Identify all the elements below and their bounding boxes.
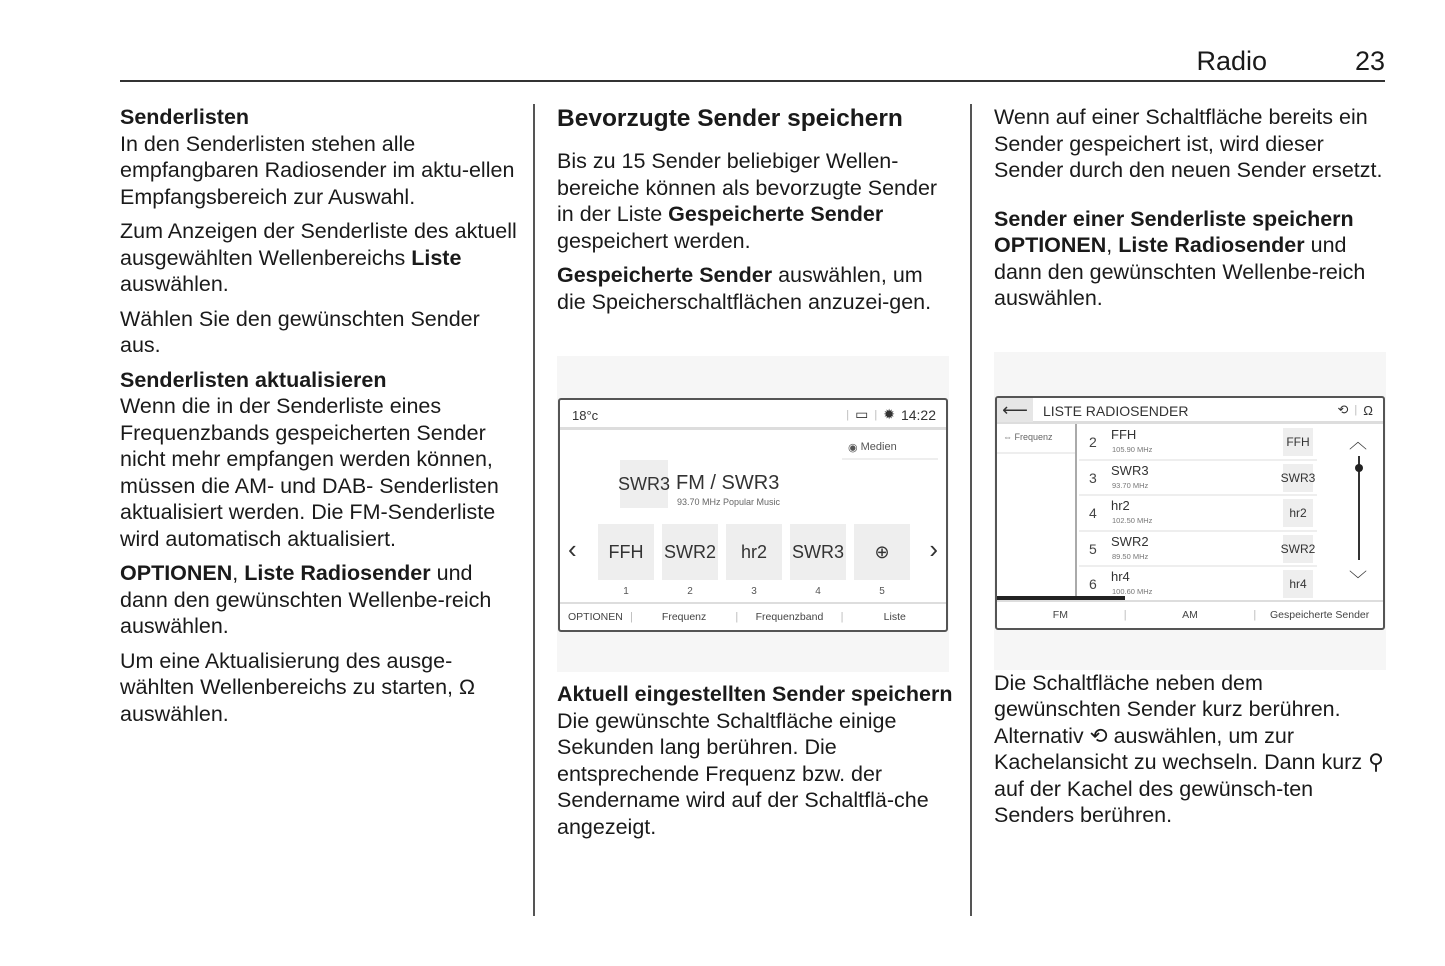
- tab-frequenzband[interactable]: Frequenzband: [755, 611, 824, 623]
- paragraph: Die gewünschte Schaltfläche einige Sekunden lang berühren. Die entsprechende Frequenz bzw. der Sendername wird auf der Schaltflä-che angezeigt.: [557, 708, 929, 839]
- paragraph: [994, 232, 1394, 312]
- infotainment-screen-station-list: [995, 396, 1385, 630]
- ui-term-gespeicherte-sender: Gespeicherte Sender: [557, 263, 773, 287]
- text: ,: [232, 561, 245, 585]
- refresh-icon: Ω: [459, 675, 476, 699]
- paragraph: [557, 262, 957, 315]
- preset-number: 4: [815, 586, 821, 597]
- page-header: [120, 44, 1385, 82]
- media-icon: ◉: [848, 441, 858, 454]
- text: auswählen, um zur Kachelansicht zu wechseln. Dann kurz: [994, 723, 1369, 774]
- save-favorite-button[interactable]: hr2: [1283, 499, 1313, 527]
- sort-icon: ⇔: [1003, 432, 1012, 442]
- station-name: SWR2: [1111, 533, 1149, 549]
- current-station-tile[interactable]: SWR3: [620, 460, 668, 508]
- preset-4[interactable]: [790, 524, 846, 597]
- sort-pane: [997, 424, 1077, 596]
- medien-label: Medien: [860, 441, 897, 453]
- separator: |: [874, 408, 878, 421]
- heading-sender-liste-speichern: Sender einer Senderliste speichern: [994, 206, 1354, 231]
- station-name: hr4: [1111, 569, 1130, 584]
- column-1: [120, 104, 520, 735]
- ui-term-liste: Liste: [411, 245, 462, 270]
- ui-term-optionen: OPTIONEN: [994, 233, 1107, 257]
- heading-bevorzugte-sender: Bevorzugte Sender speichern: [557, 105, 903, 132]
- preset-1[interactable]: [598, 524, 654, 597]
- next-arrow-icon[interactable]: ›: [929, 534, 938, 564]
- screen-title: LISTE RADIOSENDER: [1043, 403, 1189, 419]
- separator: |: [1253, 609, 1257, 621]
- station-name: FFH: [1111, 427, 1137, 442]
- text: gespeichert werden.: [557, 228, 751, 253]
- preset-label: SWR3: [790, 524, 846, 580]
- station-row[interactable]: [1079, 461, 1317, 497]
- station-frequency: 93.70 MHz: [1112, 480, 1149, 490]
- station-frequency: 102.50 MHz: [1112, 516, 1153, 525]
- tile-view-icon[interactable]: ⟲: [1337, 402, 1349, 417]
- chevron-down-icon[interactable]: ﹀: [1349, 570, 1367, 590]
- tab-am[interactable]: AM: [1182, 609, 1198, 621]
- row-index: 2: [1089, 434, 1097, 450]
- save-favorite-button[interactable]: hr4: [1283, 570, 1313, 598]
- paragraph: [994, 670, 1394, 829]
- paragraph: [120, 218, 520, 298]
- current-station-title: FM / SWR3: [676, 472, 780, 494]
- favorite-icon: ⚲: [1368, 750, 1384, 774]
- paragraph: [120, 648, 520, 728]
- preset-2[interactable]: [662, 524, 718, 597]
- text: auf der Kachel des gewünsch-ten Senders berühren.: [994, 776, 1314, 827]
- sort-frequenz-button[interactable]: [997, 424, 1075, 454]
- row-index: 4: [1089, 505, 1097, 521]
- station-name: SWR3: [1111, 462, 1149, 478]
- save-favorite-button[interactable]: SWR2: [1283, 535, 1313, 563]
- station-row[interactable]: [1079, 532, 1317, 568]
- ui-term-liste-radiosender: Liste Radiosender: [1118, 233, 1305, 257]
- ui-term-optionen: OPTIONEN: [120, 561, 233, 585]
- text: auswählen.: [120, 701, 229, 726]
- separator: |: [735, 611, 739, 623]
- tab-frequenz[interactable]: Frequenz: [661, 611, 707, 623]
- settings-icon[interactable]: ✹: [883, 406, 895, 422]
- refresh-icon[interactable]: Ω: [1363, 402, 1373, 418]
- heading-aktuell-speichern: Aktuell eingestellten Sender speichern: [557, 682, 953, 706]
- tab-optionen[interactable]: OPTIONEN: [568, 611, 623, 623]
- station-frequency: 105.90 MHz: [1112, 445, 1153, 454]
- paragraph: [557, 148, 957, 254]
- text: und dann den gewünschten Wellenbe-reich auswählen.: [120, 561, 492, 638]
- preset-number: 2: [687, 586, 693, 597]
- row-index: 6: [1089, 576, 1097, 592]
- separator: |: [630, 611, 633, 623]
- message-icon[interactable]: ▭: [855, 406, 869, 422]
- text: und dann den gewünschten Wellenbe-reich auswählen.: [994, 233, 1366, 310]
- station-list: [1079, 425, 1317, 603]
- tile-view-icon: ⟲: [1089, 723, 1108, 748]
- text: Die Schaltfläche neben dem gewünschten Sender kurz berühren. Alternativ: [994, 670, 1341, 748]
- preset-number: 5: [879, 586, 885, 597]
- preset-number: 3: [751, 586, 757, 597]
- temperature: 18°c: [572, 408, 599, 423]
- text: Um eine Aktualisierung des ausge-wählten Wellenbereichs zu starten,: [120, 648, 460, 699]
- column-divider: [533, 104, 535, 916]
- save-favorite-button[interactable]: FFH: [1283, 428, 1313, 456]
- save-favorite-button[interactable]: SWR3: [1283, 464, 1313, 492]
- status-right: [846, 406, 936, 423]
- tab-liste[interactable]: Liste: [883, 611, 906, 623]
- preset-label: hr2: [726, 524, 782, 580]
- preset-label: FFH: [598, 524, 654, 580]
- text: Bis zu 15 Sender beliebiger Wellen-bereiche können als bevorzugte Sender in der Liste: [557, 149, 938, 226]
- separator: |: [840, 611, 844, 623]
- ui-term-gespeicherte-sender: Gespeicherte Sender: [668, 202, 884, 226]
- title-bar: [997, 398, 1383, 424]
- station-frequency: 100.60 MHz: [1112, 587, 1153, 596]
- sort-label: Frequenz: [1014, 432, 1053, 442]
- station-frequency: 89.50 MHz: [1112, 551, 1149, 561]
- heading-senderlisten-aktualisieren: Senderlisten aktualisieren: [120, 367, 387, 392]
- text: auswählen.: [120, 272, 229, 296]
- text: auswählen, um die Speicherschaltflächen anzuzei-gen.: [557, 263, 932, 314]
- paragraph: Wählen Sie den gewünschten Sender aus.: [120, 306, 480, 357]
- previous-arrow-icon[interactable]: ‹: [568, 534, 577, 564]
- station-row[interactable]: [1079, 496, 1317, 532]
- add-icon: ⊕: [854, 524, 910, 580]
- row-index: 3: [1089, 469, 1097, 486]
- tab-gespeicherte-sender[interactable]: Gespeicherte Sender: [1270, 609, 1370, 621]
- separator: |: [846, 408, 850, 421]
- clock: 14:22: [900, 406, 936, 423]
- medien-button[interactable]: [842, 436, 938, 460]
- scroll-thumb[interactable]: [1355, 464, 1363, 472]
- preset-label: SWR2: [662, 524, 718, 580]
- column-divider: [970, 104, 972, 916]
- station-row[interactable]: [1079, 425, 1317, 461]
- scrollbar[interactable]: [1341, 428, 1377, 592]
- preset-5-add[interactable]: [854, 524, 910, 597]
- ui-term-liste-radiosender: Liste Radiosender: [244, 561, 431, 585]
- tab-fm[interactable]: FM: [1052, 609, 1068, 621]
- station-name: hr2: [1111, 498, 1130, 513]
- paragraph: [120, 560, 520, 640]
- paragraph: Wenn die in der Senderliste eines Frequenzbands gespeicherten Sender nicht mehr empfangen werden können, müssen die AM- und DAB- Senderlisten aktualisiert werden. Die FM-Senderliste wird automatisch aktualisiert.: [120, 394, 499, 551]
- chevron-up-icon[interactable]: ︿: [1349, 432, 1367, 452]
- infotainment-screen-favorites: [558, 398, 948, 632]
- preset-number: 1: [623, 586, 629, 597]
- paragraph: In den Senderlisten stehen alle empfangbaren Radiosender im aktu-ellen Empfangsbereich zur Auswahl.: [120, 131, 515, 209]
- separator: |: [1123, 609, 1127, 621]
- heading-senderlisten: Senderlisten: [120, 105, 250, 129]
- preset-buttons: [598, 524, 910, 597]
- bottom-bar: [560, 602, 946, 630]
- title-icons: [1338, 402, 1373, 418]
- status-bar: [560, 400, 946, 430]
- page-number: 23: [1354, 46, 1385, 76]
- current-station-info: 93.70 MHz Popular Music: [677, 497, 781, 507]
- back-arrow-icon[interactable]: ⟵: [997, 398, 1033, 422]
- section-title: Radio: [1196, 46, 1267, 76]
- paragraph: Wenn auf einer Schaltfläche bereits ein Sender gespeichert ist, wird dieser Sender durch den neuen Sender ersetzt.: [994, 105, 1383, 182]
- row-index: 5: [1089, 540, 1097, 557]
- band-tabs: [997, 600, 1383, 628]
- preset-3[interactable]: [726, 524, 782, 597]
- text: ,: [1106, 233, 1119, 257]
- text: Zum Anzeigen der Senderliste des aktuell ausgewählten Wellenbereichs: [120, 219, 517, 270]
- separator: |: [1354, 404, 1358, 416]
